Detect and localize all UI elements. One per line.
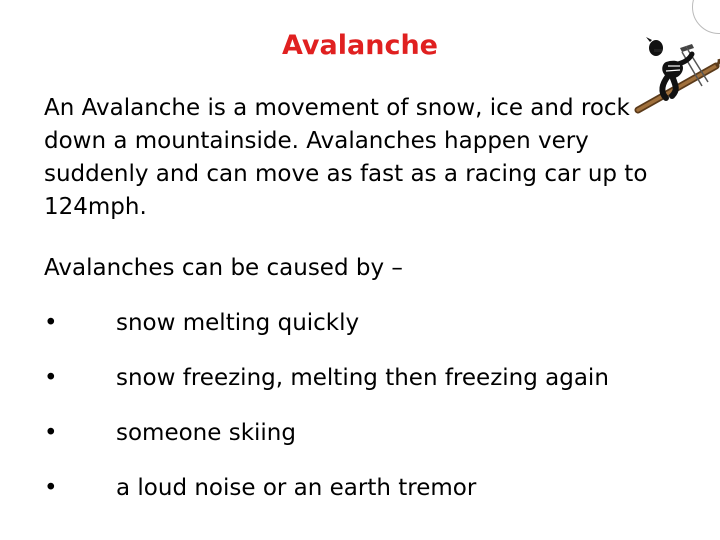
corner-circle-decoration <box>692 0 720 34</box>
list-item-text: snow melting quickly <box>116 310 360 336</box>
causes-heading: Avalanches can be caused by – <box>44 255 403 281</box>
bullet-icon: • <box>44 420 58 446</box>
slide-title: Avalanche <box>282 30 438 61</box>
bullet-icon: • <box>44 365 58 391</box>
intro-line: suddenly and can move as fast as a racing car up to <box>44 161 648 187</box>
list-item-text: snow freezing, melting then freezing again <box>116 365 609 391</box>
bullet-icon: • <box>44 475 58 501</box>
intro-line: 124mph. <box>44 194 147 220</box>
list-item-text: someone skiing <box>116 420 296 446</box>
intro-line: An Avalanche is a movement of snow, ice and rock <box>44 95 630 121</box>
intro-paragraph <box>44 92 684 224</box>
list-item-text: a loud noise or an earth tremor <box>116 475 477 501</box>
intro-line: down a mountainside. Avalanches happen very <box>44 128 589 154</box>
bullet-icon: • <box>44 310 58 336</box>
